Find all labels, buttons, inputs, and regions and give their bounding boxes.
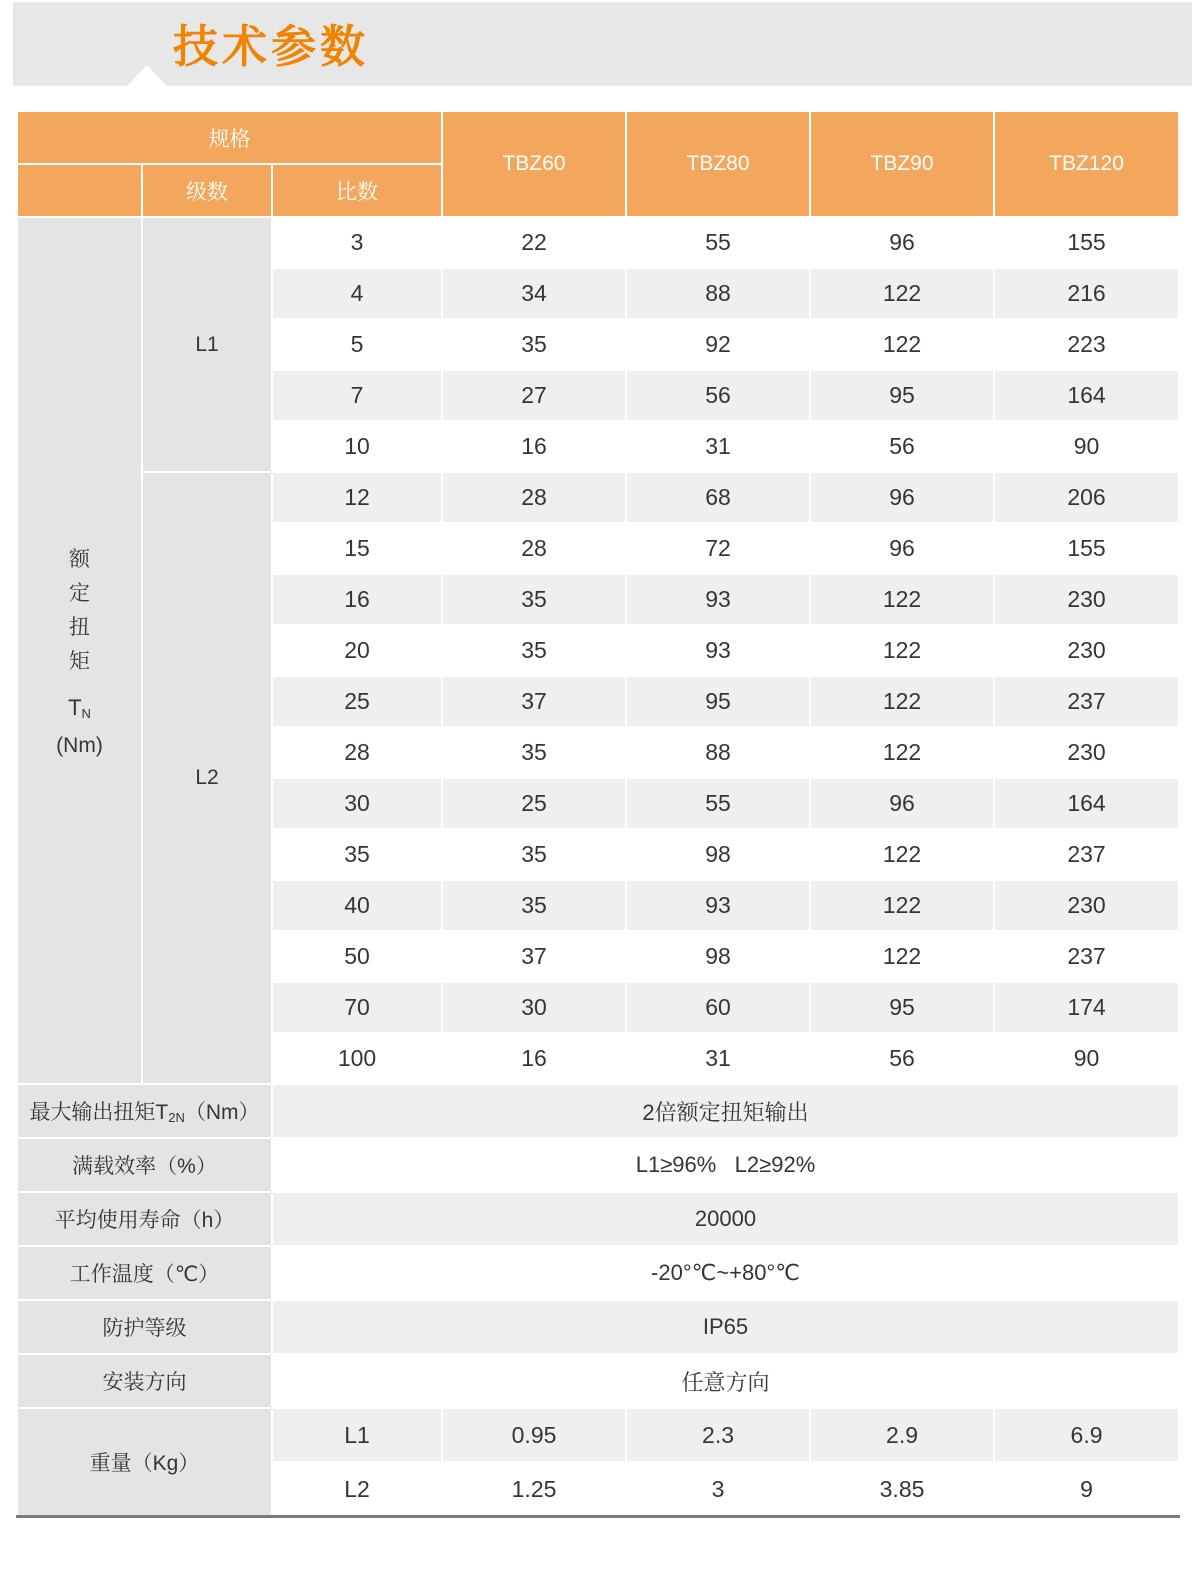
title-banner bbox=[13, 2, 1192, 86]
value-cell: 237 bbox=[994, 829, 1179, 880]
value-cell: 55 bbox=[626, 217, 810, 268]
stage-label-l2: L2 bbox=[142, 472, 272, 1084]
value-cell: 122 bbox=[810, 268, 994, 319]
ratio-cell: 100 bbox=[272, 1033, 442, 1084]
ratio-cell: 28 bbox=[272, 727, 442, 778]
header-model-tbz90: TBZ90 bbox=[810, 111, 994, 217]
value-cell: 25 bbox=[442, 778, 626, 829]
value-cell: 93 bbox=[626, 625, 810, 676]
spec-value-efficiency: L1≥96% L2≥92% bbox=[272, 1138, 1179, 1192]
value-cell: 93 bbox=[626, 574, 810, 625]
value-cell: 96 bbox=[810, 523, 994, 574]
value-cell: 206 bbox=[994, 472, 1179, 523]
value-cell: 22 bbox=[442, 217, 626, 268]
spec-label-lifetime: 平均使用寿命（h） bbox=[17, 1192, 272, 1246]
value-cell: 122 bbox=[810, 625, 994, 676]
value-cell: 30 bbox=[442, 982, 626, 1033]
ratio-cell: 70 bbox=[272, 982, 442, 1033]
header-model-tbz60: TBZ60 bbox=[442, 111, 626, 217]
value-cell: 16 bbox=[442, 1033, 626, 1084]
header-row-1 bbox=[17, 111, 1179, 164]
value-cell: 216 bbox=[994, 268, 1179, 319]
value-cell: 122 bbox=[810, 574, 994, 625]
spec-value-lifetime: 20000 bbox=[272, 1192, 1179, 1246]
value-cell: 122 bbox=[810, 829, 994, 880]
torque-row-label bbox=[17, 217, 142, 1084]
ratio-cell: 40 bbox=[272, 880, 442, 931]
value-cell: 95 bbox=[626, 676, 810, 727]
value-cell: 37 bbox=[442, 676, 626, 727]
value-cell: 122 bbox=[810, 931, 994, 982]
value-cell: 155 bbox=[994, 523, 1179, 574]
ratio-cell: 30 bbox=[272, 778, 442, 829]
spec-value-protection: IP65 bbox=[272, 1300, 1179, 1354]
value-cell: 35 bbox=[442, 727, 626, 778]
weight-value-cell: 2.9 bbox=[810, 1408, 994, 1462]
value-cell: 96 bbox=[810, 472, 994, 523]
value-cell: 31 bbox=[626, 421, 810, 472]
ratio-cell: 7 bbox=[272, 370, 442, 421]
header-blank-cell bbox=[17, 164, 142, 217]
spec-label-efficiency: 满载效率（%） bbox=[17, 1138, 272, 1192]
value-cell: 56 bbox=[626, 370, 810, 421]
weight-value-cell: 2.3 bbox=[626, 1408, 810, 1462]
value-cell: 34 bbox=[442, 268, 626, 319]
value-cell: 90 bbox=[994, 421, 1179, 472]
torque-label-text: 额定扭矩 bbox=[69, 547, 90, 673]
value-cell: 122 bbox=[810, 676, 994, 727]
weight-value-cell: 9 bbox=[994, 1462, 1179, 1517]
value-cell: 35 bbox=[442, 625, 626, 676]
weight-value-cell: 3 bbox=[626, 1462, 810, 1517]
header-ratio: 比数 bbox=[272, 164, 442, 217]
value-cell: 98 bbox=[626, 829, 810, 880]
torque-unit: (Nm) bbox=[56, 733, 103, 757]
value-cell: 88 bbox=[626, 268, 810, 319]
value-cell: 164 bbox=[994, 370, 1179, 421]
value-cell: 122 bbox=[810, 319, 994, 370]
value-cell: 92 bbox=[626, 319, 810, 370]
value-cell: 223 bbox=[994, 319, 1179, 370]
spec-table bbox=[16, 110, 1180, 1518]
spec-row-protection bbox=[17, 1300, 1179, 1354]
value-cell: 56 bbox=[810, 421, 994, 472]
spec-row-lifetime bbox=[17, 1192, 1179, 1246]
spec-value-max-torque: 2倍额定扭矩输出 bbox=[272, 1084, 1179, 1138]
ratio-cell: 16 bbox=[272, 574, 442, 625]
value-cell: 155 bbox=[994, 217, 1179, 268]
triangle-notch bbox=[127, 65, 167, 86]
ratio-cell: 5 bbox=[272, 319, 442, 370]
value-cell: 28 bbox=[442, 523, 626, 574]
value-cell: 96 bbox=[810, 217, 994, 268]
weight-label: 重量（Kg） bbox=[17, 1408, 272, 1517]
torque-symbol: $T_N$ bbox=[68, 694, 91, 721]
page-title: 技术参数 bbox=[173, 21, 370, 72]
value-cell: 237 bbox=[994, 676, 1179, 727]
value-cell: 174 bbox=[994, 982, 1179, 1033]
ratio-cell: 4 bbox=[272, 268, 442, 319]
spec-row-temperature bbox=[17, 1246, 1179, 1300]
value-cell: 60 bbox=[626, 982, 810, 1033]
value-cell: 122 bbox=[810, 880, 994, 931]
value-cell: 68 bbox=[626, 472, 810, 523]
spec-value-mounting: 任意方向 bbox=[272, 1354, 1179, 1408]
torque-row bbox=[17, 472, 1179, 523]
value-cell: 230 bbox=[994, 727, 1179, 778]
ratio-cell: 3 bbox=[272, 217, 442, 268]
weight-row-l1 bbox=[17, 1408, 1179, 1462]
ratio-cell: 12 bbox=[272, 472, 442, 523]
value-cell: 88 bbox=[626, 727, 810, 778]
value-cell: 35 bbox=[442, 574, 626, 625]
value-cell: 27 bbox=[442, 370, 626, 421]
header-stage: 级数 bbox=[142, 164, 272, 217]
spec-table-wrap bbox=[16, 110, 1192, 1518]
spec-row-mounting bbox=[17, 1354, 1179, 1408]
ratio-cell: 20 bbox=[272, 625, 442, 676]
value-cell: 95 bbox=[810, 370, 994, 421]
weight-stage-l2: L2 bbox=[272, 1462, 442, 1517]
value-cell: 31 bbox=[626, 1033, 810, 1084]
spec-label-temperature: 工作温度（℃） bbox=[17, 1246, 272, 1300]
weight-value-cell: 1.25 bbox=[442, 1462, 626, 1517]
header-model-tbz120: TBZ120 bbox=[994, 111, 1179, 217]
ratio-cell: 50 bbox=[272, 931, 442, 982]
header-spec: 规格 bbox=[17, 111, 442, 164]
value-cell: 93 bbox=[626, 880, 810, 931]
value-cell: 28 bbox=[442, 472, 626, 523]
spec-label-protection: 防护等级 bbox=[17, 1300, 272, 1354]
value-cell: 90 bbox=[994, 1033, 1179, 1084]
weight-value-cell: 6.9 bbox=[994, 1408, 1179, 1462]
value-cell: 35 bbox=[442, 319, 626, 370]
ratio-cell: 15 bbox=[272, 523, 442, 574]
stage-label-l1: L1 bbox=[142, 217, 272, 472]
spec-row-max-torque bbox=[17, 1084, 1179, 1138]
header-model-tbz80: TBZ80 bbox=[626, 111, 810, 217]
value-cell: 16 bbox=[442, 421, 626, 472]
value-cell: 72 bbox=[626, 523, 810, 574]
value-cell: 164 bbox=[994, 778, 1179, 829]
value-cell: 98 bbox=[626, 931, 810, 982]
weight-stage-l1: L1 bbox=[272, 1408, 442, 1462]
spec-row-efficiency bbox=[17, 1138, 1179, 1192]
ratio-cell: 35 bbox=[272, 829, 442, 880]
weight-value-cell: 0.95 bbox=[442, 1408, 626, 1462]
weight-value-cell: 3.85 bbox=[810, 1462, 994, 1517]
ratio-cell: 25 bbox=[272, 676, 442, 727]
spec-value-temperature: -20°℃~+80°℃ bbox=[272, 1246, 1179, 1300]
value-cell: 122 bbox=[810, 727, 994, 778]
value-cell: 230 bbox=[994, 625, 1179, 676]
value-cell: 96 bbox=[810, 778, 994, 829]
value-cell: 95 bbox=[810, 982, 994, 1033]
torque-row bbox=[17, 217, 1179, 268]
ratio-cell: 10 bbox=[272, 421, 442, 472]
value-cell: 230 bbox=[994, 880, 1179, 931]
value-cell: 35 bbox=[442, 829, 626, 880]
value-cell: 56 bbox=[810, 1033, 994, 1084]
value-cell: 35 bbox=[442, 880, 626, 931]
value-cell: 237 bbox=[994, 931, 1179, 982]
spec-label-max-torque: 最大输出扭矩$T_{2N}(Nm)$ bbox=[17, 1084, 272, 1138]
value-cell: 37 bbox=[442, 931, 626, 982]
value-cell: 55 bbox=[626, 778, 810, 829]
spec-label-mounting: 安装方向 bbox=[17, 1354, 272, 1408]
value-cell: 230 bbox=[994, 574, 1179, 625]
